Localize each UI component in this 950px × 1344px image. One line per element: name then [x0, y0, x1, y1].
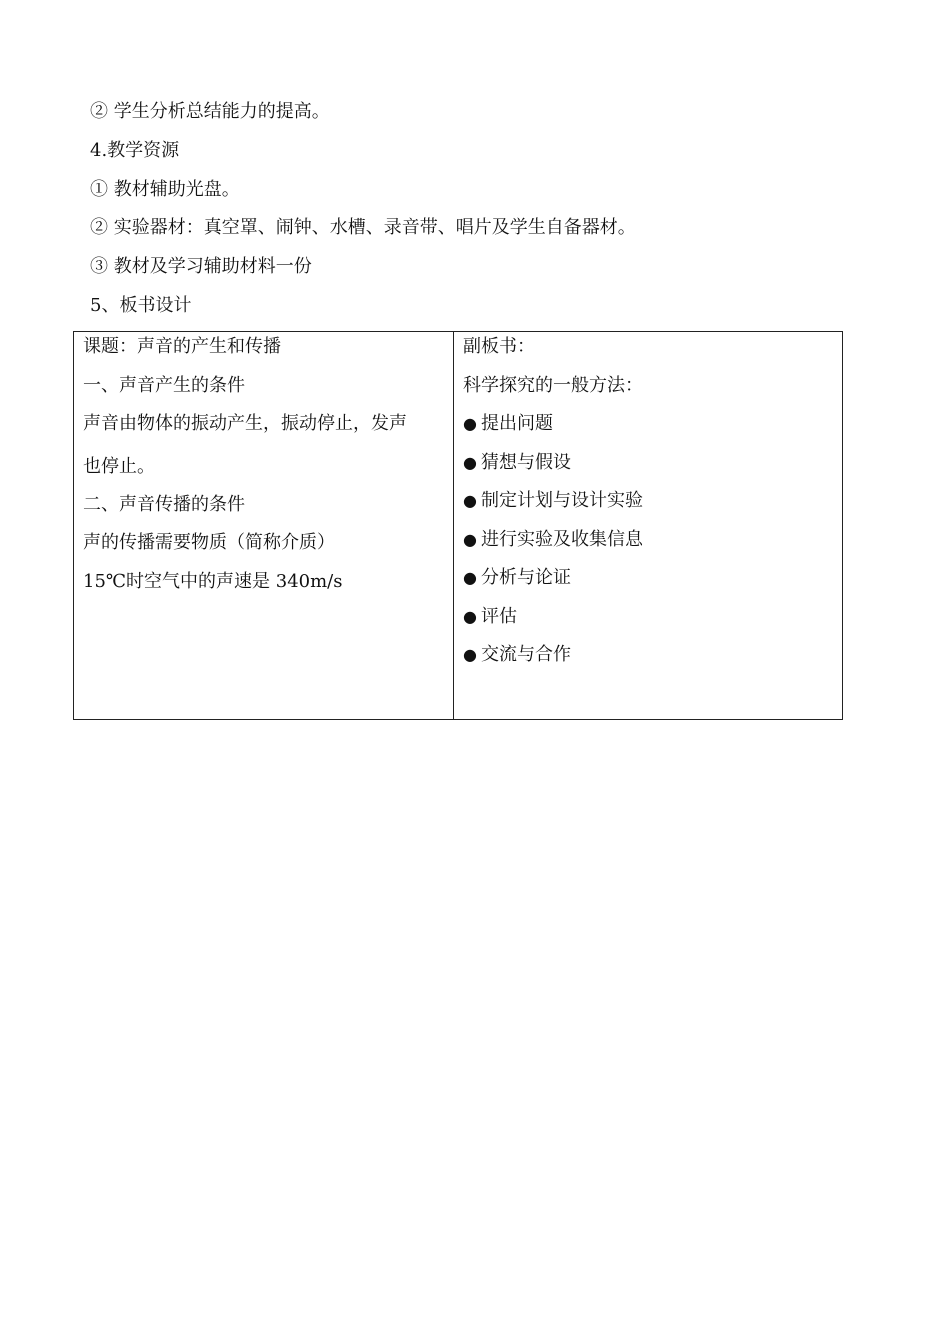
step-label: 提出问题 — [481, 413, 553, 434]
section2-heading: 二、声音传播的条件 — [83, 494, 245, 515]
bullet-icon: ● — [463, 491, 477, 510]
side-board-cell — [454, 332, 842, 719]
bullet-icon: ● — [463, 414, 477, 433]
board-design-table — [73, 331, 843, 720]
side-board-title: 副板书： — [463, 336, 535, 357]
main-board-title: 课题：声音的产生和传播 — [83, 336, 281, 357]
sound-speed-fact: 15℃时空气中的声速是 340m/s — [83, 571, 343, 592]
intro-line-resources-heading: 4.教学资源 — [90, 140, 180, 161]
bullet-icon: ● — [463, 607, 477, 626]
step-label: 评估 — [481, 606, 517, 627]
section2-text: 声的传播需要物质（简称介质） — [83, 532, 335, 553]
intro-line-materials: ③ 教材及学习辅助材料一份 — [90, 256, 312, 277]
step-item — [463, 489, 643, 513]
bullet-icon: ● — [463, 453, 477, 472]
bullet-icon: ● — [463, 568, 477, 587]
bullet-icon: ● — [463, 645, 477, 664]
step-label: 分析与论证 — [481, 567, 571, 588]
step-label: 进行实验及收集信息 — [481, 529, 643, 550]
intro-line-equipment: ② 实验器材：真空罩、闹钟、水槽、录音带、唱片及学生自备器材。 — [90, 217, 636, 238]
step-item — [463, 643, 571, 667]
main-board-cell — [74, 332, 454, 719]
section1-text-line2: 也停止。 — [83, 456, 155, 477]
step-label: 猜想与假设 — [481, 452, 571, 473]
intro-line-board-design-heading: 5、板书设计 — [90, 295, 192, 316]
step-label: 制定计划与设计实验 — [481, 490, 643, 511]
section1-text-line1: 声音由物体的振动产生，振动停止，发声 — [83, 413, 407, 434]
side-board-subtitle: 科学探究的一般方法： — [463, 375, 643, 396]
step-item — [463, 451, 571, 475]
intro-line-ability: ② 学生分析总结能力的提高。 — [90, 101, 330, 122]
step-item — [463, 566, 571, 590]
intro-line-disc: ① 教材辅助光盘。 — [90, 179, 240, 200]
step-item — [463, 412, 553, 436]
section1-heading: 一、声音产生的条件 — [83, 375, 245, 396]
step-label: 交流与合作 — [481, 644, 571, 665]
step-item — [463, 605, 517, 629]
step-item — [463, 528, 643, 552]
bullet-icon: ● — [463, 530, 477, 549]
